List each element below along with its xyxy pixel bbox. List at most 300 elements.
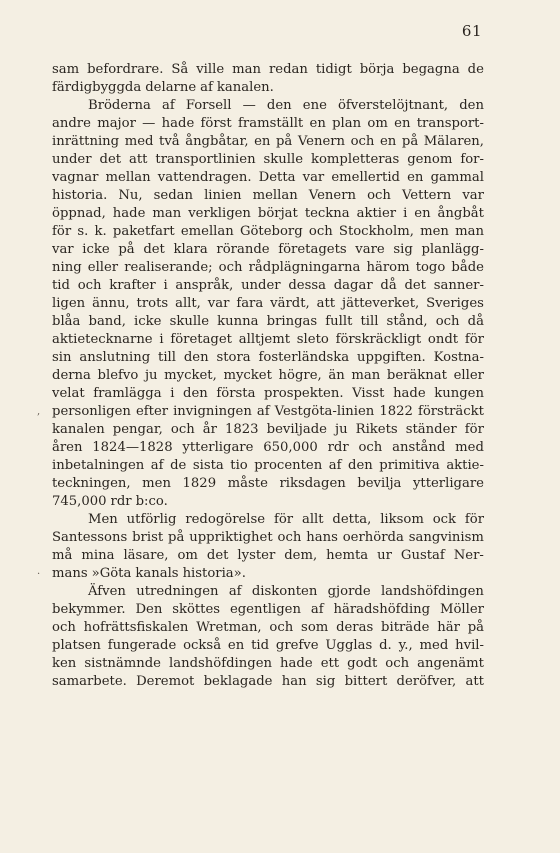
- word: för: [464, 422, 484, 437]
- word: Rikets: [355, 422, 398, 437]
- word: uppriktighet: [189, 530, 273, 545]
- word: skulle: [263, 152, 304, 167]
- word: sin: [52, 350, 72, 365]
- word: »Göta: [91, 566, 132, 581]
- word: öppnad,: [52, 206, 106, 221]
- text-line: [52, 655, 484, 673]
- word: Stockholm,: [338, 224, 414, 239]
- word: prospekten.: [264, 386, 344, 401]
- text-line: [52, 187, 484, 205]
- word: aktie-: [446, 458, 484, 473]
- word: teckna: [304, 206, 350, 221]
- word: band,: [88, 314, 126, 329]
- word: landshöfdingen: [169, 656, 273, 671]
- word: emellan: [180, 224, 234, 239]
- word: platsen: [52, 638, 101, 653]
- word: bittert: [344, 674, 388, 689]
- word: af: [150, 458, 164, 473]
- word: fosterländska: [258, 350, 350, 365]
- margin-mark: ,: [37, 406, 41, 417]
- word: angenämt: [417, 656, 484, 671]
- word: beklagade: [203, 674, 273, 689]
- word: Venern: [297, 134, 346, 149]
- word: om: [367, 116, 388, 131]
- word: framlägga: [93, 386, 162, 401]
- text-line: [52, 169, 484, 187]
- word: anspråk,: [175, 278, 234, 293]
- word: med: [419, 638, 449, 653]
- word: beviljade: [266, 422, 327, 437]
- word: under: [52, 152, 92, 167]
- word: andre: [52, 116, 91, 131]
- text-line: [52, 511, 484, 529]
- word: redan: [268, 62, 308, 77]
- word: egentligen: [229, 602, 301, 617]
- word: de: [170, 458, 187, 473]
- word: med: [455, 440, 484, 455]
- word: det: [143, 242, 165, 257]
- word: och: [52, 620, 76, 635]
- word: pengar,: [112, 422, 163, 437]
- text-line: [52, 133, 484, 151]
- word: planlägg-: [421, 242, 484, 257]
- word: sista: [192, 458, 224, 473]
- word: Vettern: [401, 188, 452, 203]
- word: gammal: [430, 170, 484, 185]
- word: i: [159, 332, 164, 347]
- text-line: [52, 403, 484, 421]
- word: för: [52, 224, 72, 239]
- word: icke: [134, 314, 162, 329]
- word: tidigt: [315, 62, 352, 77]
- word: på: [118, 242, 135, 257]
- word: och: [358, 440, 383, 455]
- word: att: [316, 296, 336, 311]
- word: Gustaf: [400, 548, 445, 563]
- word: efter: [135, 404, 169, 419]
- word: 1822: [379, 404, 413, 419]
- word: de: [467, 62, 484, 77]
- word: att: [465, 674, 484, 689]
- word: velat: [52, 386, 85, 401]
- text-line: [52, 565, 484, 583]
- word: historia.: [52, 188, 108, 203]
- word: en: [394, 116, 411, 131]
- word: på: [275, 134, 293, 149]
- word: af: [328, 458, 342, 473]
- word: ligen: [52, 296, 86, 311]
- word: Vestgöta-linien: [274, 404, 375, 419]
- word: och: [218, 260, 243, 275]
- word: rådplägningarna: [248, 260, 361, 275]
- word: s.: [77, 224, 89, 239]
- word: Forsell: [185, 98, 232, 113]
- word: jätteverket,: [341, 296, 420, 311]
- word: färdigbyggda: [52, 80, 142, 95]
- word: kunna: [217, 314, 259, 329]
- word: börja: [359, 62, 395, 77]
- word: Deremot: [136, 674, 195, 689]
- word: Nu,: [118, 188, 143, 203]
- text-line: [52, 457, 484, 475]
- word: major: [97, 116, 136, 131]
- word: första: [216, 386, 256, 401]
- word: och: [308, 224, 333, 239]
- word: 1823: [225, 422, 259, 437]
- word: Sveriges: [426, 296, 484, 311]
- word: primitiva: [379, 458, 440, 473]
- word: 1824—1828: [92, 440, 173, 455]
- word: kompletteras: [310, 152, 400, 167]
- body-text: [52, 61, 484, 691]
- word: ständer: [405, 422, 457, 437]
- word: af: [200, 80, 213, 95]
- word: Den: [135, 602, 163, 617]
- word: realiserande;: [124, 260, 213, 275]
- text-line: [52, 349, 484, 367]
- word: Visst: [352, 386, 385, 401]
- word: sig: [315, 674, 336, 689]
- word: i: [403, 206, 408, 221]
- word: genom: [407, 152, 453, 167]
- text-line: [52, 205, 484, 223]
- word: stora: [216, 350, 251, 365]
- word: en: [254, 134, 271, 149]
- text-line: [52, 475, 484, 493]
- word: vare: [355, 242, 385, 257]
- word: rdr: [327, 440, 349, 455]
- word: —: [242, 98, 256, 113]
- word: var: [207, 296, 230, 311]
- word: eller: [87, 260, 119, 275]
- word: beräknat: [386, 368, 447, 383]
- word: tio: [230, 458, 248, 473]
- word: aktietecknarne: [52, 332, 153, 347]
- word: deröfver,: [396, 674, 457, 689]
- word: den: [348, 458, 373, 473]
- word: och: [367, 188, 391, 203]
- word: plan: [332, 116, 362, 131]
- word: b:co.: [135, 494, 168, 509]
- word: bekymmer.: [52, 602, 126, 617]
- text-line: [52, 637, 484, 655]
- word: också: [183, 638, 222, 653]
- word: ken: [52, 656, 77, 671]
- word: sistnämnde: [84, 656, 161, 671]
- word: ångbåtar,: [185, 134, 249, 149]
- word: hans: [306, 530, 338, 545]
- word: Så: [171, 62, 189, 77]
- word: sam: [52, 62, 80, 77]
- margin-mark: ·: [37, 569, 41, 580]
- word: hade: [280, 656, 313, 671]
- word: kungen: [434, 386, 484, 401]
- word: den: [183, 386, 208, 401]
- word: emellertid: [331, 170, 400, 185]
- word: historia».: [182, 566, 246, 581]
- word: i: [170, 386, 175, 401]
- word: till: [158, 350, 176, 365]
- text-line: [52, 79, 484, 97]
- text-line: [52, 97, 484, 115]
- word: Men: [88, 512, 118, 527]
- word: en: [309, 116, 326, 131]
- text-line: [52, 601, 484, 619]
- word: allt: [301, 512, 324, 527]
- word: Ner-: [453, 548, 484, 563]
- word: Bröderna: [88, 98, 151, 113]
- word: anstånd: [392, 440, 446, 455]
- word: procenten: [254, 458, 323, 473]
- word: då: [467, 314, 484, 329]
- word: inrättning: [52, 134, 120, 149]
- word: befordrare.: [87, 62, 164, 77]
- word: diskonten: [251, 584, 318, 599]
- word: under: [241, 278, 281, 293]
- word: stånd,: [386, 314, 428, 329]
- word: allt,: [175, 296, 201, 311]
- word: till: [360, 314, 379, 329]
- word: var: [302, 170, 325, 185]
- word: redogörelse: [185, 512, 266, 527]
- word: tid: [52, 278, 70, 293]
- word: sanner-: [433, 278, 484, 293]
- word: ning: [52, 260, 82, 275]
- word: inbetalningen: [52, 458, 145, 473]
- word: och: [277, 530, 302, 545]
- text-line: [52, 547, 484, 565]
- word: samarbete.: [52, 674, 127, 689]
- word: man: [455, 224, 484, 239]
- word: ene: [302, 98, 327, 113]
- word: i: [163, 278, 168, 293]
- word: —: [142, 116, 156, 131]
- word: transport-: [416, 116, 484, 131]
- text-line: [52, 259, 484, 277]
- word: Santessons: [52, 530, 128, 545]
- word: invigningen: [173, 404, 252, 419]
- word: ondt: [427, 332, 459, 347]
- word: lyster: [237, 548, 276, 563]
- text-line: [52, 241, 484, 259]
- word: liksom: [380, 512, 424, 527]
- word: sedan: [153, 188, 194, 203]
- word: hade: [112, 206, 146, 221]
- word: sköttes: [172, 602, 221, 617]
- word: uppgiften.: [357, 350, 426, 365]
- word: kanalen: [52, 422, 105, 437]
- word: och: [77, 278, 102, 293]
- word: fara: [236, 296, 264, 311]
- word: ett: [320, 656, 340, 671]
- word: Wretman,: [196, 620, 262, 635]
- word: hemta: [326, 548, 369, 563]
- word: var: [52, 242, 74, 257]
- word: ju: [144, 368, 158, 383]
- word: man: [152, 206, 182, 221]
- word: Venern: [308, 188, 356, 203]
- word: teckningen,: [52, 476, 131, 491]
- word: verkligen: [188, 206, 251, 221]
- word: fungerade: [107, 638, 177, 653]
- word: högre,: [278, 368, 322, 383]
- word: linien: [204, 188, 242, 203]
- text-line: [52, 295, 484, 313]
- word: 650,000: [263, 440, 318, 455]
- word: gjorde: [327, 584, 371, 599]
- word: och: [170, 422, 195, 437]
- word: alltjemt: [238, 332, 291, 347]
- word: af: [310, 602, 324, 617]
- word: mycket,: [164, 368, 217, 383]
- word: på: [168, 530, 185, 545]
- word: mycket: [223, 368, 272, 383]
- word: landshöfdingen: [380, 584, 484, 599]
- word: dagar: [333, 278, 373, 293]
- word: eller: [453, 368, 484, 383]
- text-line: [52, 673, 484, 691]
- word: dessa: [288, 278, 326, 293]
- word: mans: [52, 566, 88, 581]
- word: icke: [82, 242, 110, 257]
- word: kanalen.: [216, 80, 274, 95]
- word: transportlinien: [155, 152, 256, 167]
- word: hvil-: [455, 638, 484, 653]
- word: häradshöfding: [333, 602, 431, 617]
- word: läsare,: [123, 548, 169, 563]
- text-line: [52, 619, 484, 637]
- word: både: [451, 260, 484, 275]
- word: 745,000: [52, 494, 107, 509]
- word: det: [206, 548, 229, 563]
- word: sig: [393, 242, 413, 257]
- word: han: [281, 674, 307, 689]
- word: utredningen: [136, 584, 219, 599]
- word: med: [124, 134, 154, 149]
- word: härom: [366, 260, 410, 275]
- word: Äfven: [88, 584, 126, 599]
- word: anslutning: [79, 350, 151, 365]
- word: af: [161, 98, 175, 113]
- word: det: [404, 278, 426, 293]
- word: och: [385, 656, 410, 671]
- word: ju: [335, 422, 348, 437]
- word: biträde: [381, 620, 430, 635]
- word: och: [269, 620, 294, 635]
- word: hofrättsfiskalen: [83, 620, 189, 635]
- word: för: [273, 512, 294, 527]
- word: sangvinism: [408, 530, 484, 545]
- page-number: 61: [461, 22, 482, 40]
- word: företaget: [170, 332, 232, 347]
- word: den: [183, 350, 209, 365]
- word: bevilja: [357, 476, 402, 491]
- word: y.,: [398, 638, 413, 653]
- word: d.: [379, 638, 392, 653]
- word: utförlig: [126, 512, 177, 527]
- word: som: [301, 620, 329, 635]
- word: for-: [460, 152, 484, 167]
- word: en: [414, 206, 431, 221]
- word: ville: [196, 62, 225, 77]
- text-line: [52, 367, 484, 385]
- word: då: [380, 278, 397, 293]
- word: klara: [173, 242, 208, 257]
- text-line: [52, 61, 484, 79]
- word: och: [350, 134, 375, 149]
- word: en: [407, 170, 424, 185]
- text-line: [52, 583, 484, 601]
- word: framställt: [238, 116, 304, 131]
- word: tid: [251, 638, 270, 653]
- word: kanals: [135, 566, 179, 581]
- word: af: [228, 584, 242, 599]
- word: om: [177, 548, 198, 563]
- word: derna: [52, 368, 91, 383]
- word: på: [401, 134, 419, 149]
- word: först: [200, 116, 232, 131]
- word: togo: [415, 260, 446, 275]
- text-line: [52, 385, 484, 403]
- word: Ugglas: [325, 638, 373, 653]
- word: detta,: [332, 512, 372, 527]
- word: den: [266, 98, 292, 113]
- text-line: [52, 223, 484, 241]
- word: än: [328, 368, 345, 383]
- word: öfverstelöjtnant,: [337, 98, 449, 113]
- word: mellan: [105, 170, 151, 185]
- word: men: [142, 476, 171, 491]
- word: riksdagen: [279, 476, 346, 491]
- text-line: [52, 313, 484, 331]
- word: vattendragen.: [157, 170, 252, 185]
- word: mina: [81, 548, 115, 563]
- word: k.: [94, 224, 107, 239]
- word: ångbåt: [437, 206, 484, 221]
- word: den: [459, 98, 484, 113]
- word: krafter: [109, 278, 156, 293]
- word: deras: [336, 620, 374, 635]
- word: ännu,: [92, 296, 130, 311]
- word: förskräckligt: [335, 332, 422, 347]
- word: af: [256, 404, 270, 419]
- text-line: [52, 115, 484, 133]
- word: börjat: [257, 206, 298, 221]
- word: för: [464, 332, 484, 347]
- word: här: [437, 620, 460, 635]
- word: begagna: [402, 62, 460, 77]
- text-line: [52, 439, 484, 457]
- word: rörande: [216, 242, 270, 257]
- word: för: [464, 512, 484, 527]
- word: brist: [132, 530, 164, 545]
- word: Mälaren,: [423, 134, 484, 149]
- text-line: [52, 277, 484, 295]
- word: Göteborg: [239, 224, 303, 239]
- word: det: [99, 152, 122, 167]
- text-line: [52, 529, 484, 547]
- word: dem,: [284, 548, 318, 563]
- word: måste: [227, 476, 268, 491]
- word: och: [435, 314, 460, 329]
- word: fullt: [325, 314, 353, 329]
- word: en: [227, 638, 245, 653]
- word: en: [380, 134, 397, 149]
- word: försträckt: [417, 404, 484, 419]
- word: Kostna-: [433, 350, 484, 365]
- word: trots: [136, 296, 169, 311]
- word: sleto: [296, 332, 329, 347]
